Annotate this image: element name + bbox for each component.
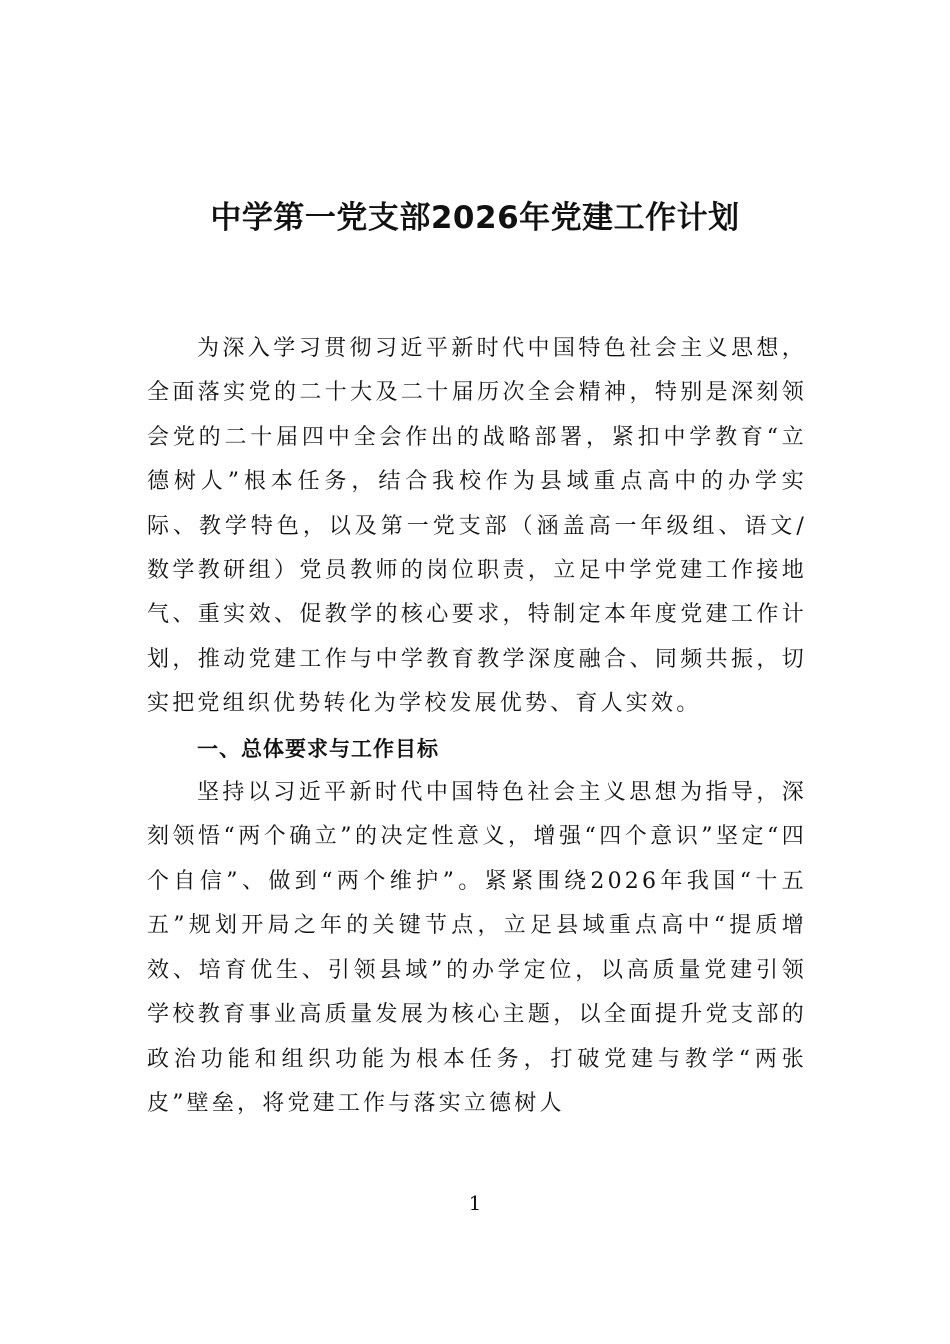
- document-title: 中学第一党支部2026年党建工作计划: [210, 200, 740, 236]
- section1-paragraph: 坚持以习近平新时代中国特色社会主义思想为指导，深刻领悟“两个确立”的决定性意义，增强“四个意识”坚定“四个自信”、做到“两个维护”。紧紧围绕2026年我国“十五五”规划开局之年的关键节点，立足县域重点高中“提质增效、培育优生、引领县域”的办学定位，以高质量党建引领学校教育事业高质量发展为核心主题，以全面提升党支部的政治功能和组织功能为根本任务，打破党建与教学“两张皮”壁垒，将党建工作与落实立德树人: [147, 780, 807, 1116]
- document-body: [147, 327, 807, 1126]
- page-number: 1: [468, 1191, 482, 1215]
- intro-paragraph: 为深入学习贯彻习近平新时代中国特色社会主义思想，全面落实党的二十大及二十届历次全会精神，特别是深刻领会党的二十届四中全会作出的战略部署，紧扣中学教育“立德树人”根本任务，结合我校作为县域重点高中的办学实际、教学特色，以及第一党支部（涵盖高一年级组、语文/数学教研组）党员教师的岗位职责，立足中学党建工作接地气、重实效、促教学的核心要求，特制定本年度党建工作计划，推动党建工作与中学教育教学深度融合、同频共振，切实把党组织优势转化为学校发展优势、育人实效。: [147, 336, 807, 717]
- section-heading-overall-requirements: 一、总体要求与工作目标: [197, 736, 439, 761]
